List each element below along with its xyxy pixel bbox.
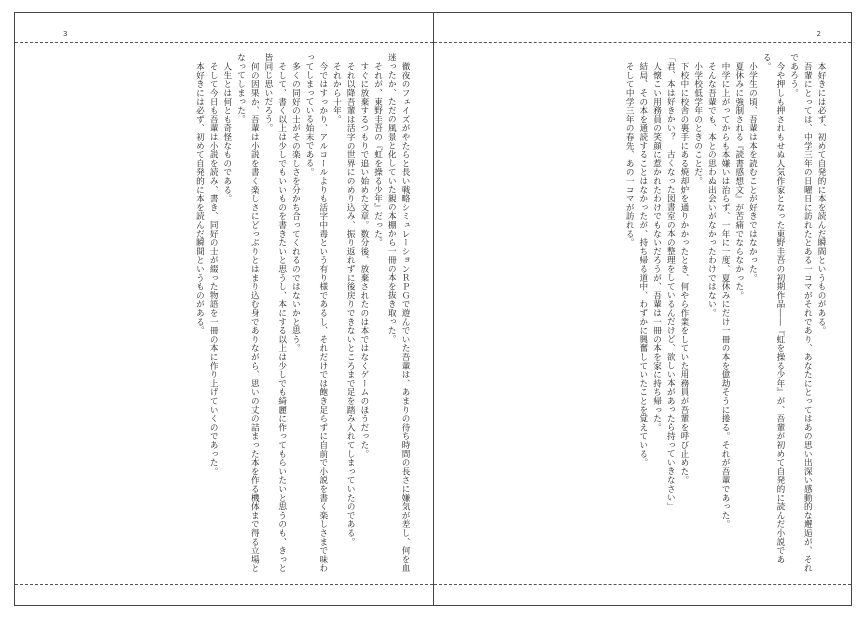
paragraph: 中学に上がってからも本嫌いは治らず、一年に一度、夏休みにだけ一冊の本を億劫そうに捲る。それが吾輩であった。	[720, 61, 731, 528]
top-margin-guide	[15, 42, 433, 43]
paragraph: 今ではすっかり、アルコールよりも活字中毒という有り様であるし、それだけでは飽き足らずに自前で小説を書く楽しさまで味わってしまっている始末である。	[304, 53, 328, 572]
paragraph: 人懐こい用務員の笑顔に惹かれたわけでもないだろうが、吾輩は一冊の本を家に持ち帰った。	[651, 61, 662, 432]
left-page-body	[41, 53, 411, 573]
page-number-right: 2	[816, 30, 821, 38]
paragraph: そして今日も吾輩は小説を読み、書き、同好の士が綴った物語を一冊の本に作り上げていくのであった。	[208, 61, 219, 476]
paragraph: そして中学三年の春先、あの一コマが訪れる。	[624, 61, 635, 247]
paragraph: それ以降吾輩は活字の世界にのめり込み、振り返れずに後戻りできないところまで足を踏み入れてしまっていたのである。	[345, 61, 356, 546]
paragraph: 本好きには必ず、初めて自発的に本を読んだ瞬間というものがある。	[816, 61, 826, 335]
bottom-margin-guide	[15, 584, 433, 585]
right-page-body	[472, 53, 827, 573]
paragraph: 下校中に校舎の裏手にある焼却炉を通りかかったとき、何やら作業をしていた用務員が吾輩を呼び止めた。	[678, 61, 689, 484]
paragraph: 何の因果か、吾輩は小説を書く楽しさにどっぷりとはまり込む身でありながら、思いの丈の詰まった本を作る機体まで得る立場となってしまった。	[235, 53, 260, 572]
book-spread	[14, 12, 852, 606]
paragraph: 徹夜のフェイズがやたらと長い戦略シミュレーションＲＰＧで遊んでいた吾輩は、あまりの待ち時間の長さに嫌気が差し、何を血迷ったか、ただの風景と化していた親の本棚から一冊の本を抜き取った。	[386, 53, 410, 572]
paragraph: それから十年。	[331, 61, 342, 124]
page-number-left: 3	[63, 30, 68, 38]
paragraph: 夏休みに強制される『読書感想文』が苦痛でならなかった。	[733, 61, 744, 300]
paragraph: すぐに放棄するつもりで追い始めた文章。数分後、放棄されたのは本ではなくゲームのほうだった。	[358, 61, 369, 458]
bottom-margin-guide	[434, 584, 851, 585]
paragraph: そんな吾輩でも、本との思わぬ出会いがなかったわけではない。	[706, 61, 717, 317]
paragraph: 今や押しも押されもせぬ人気作家となった東野圭吾の初期作品――『虹を操る少年』が、吾輩が初めて自発的に読んだ小説である。	[761, 53, 785, 564]
paragraph: 「君、本は好きかい？ 古くなった図書室の本の整理をしているんだけど、欲しい本があったら持っていきなさい」	[665, 53, 676, 511]
top-margin-guide	[434, 42, 851, 43]
paragraph: 多くの同好の士がその楽しさを分かち合ってくれるのではないかと思う。	[290, 61, 301, 352]
paragraph: 結局、その本を通読することはなかったが、持ち帰る道中、わずかに興奮していたことを覚えている。	[637, 61, 648, 467]
paragraph: 本好きには必ず、初めて自発的に本を読んだ瞬間というものがある。	[194, 61, 205, 335]
paragraph: 小学生の頃、吾輩は本を読むことが好きではなかった。	[747, 61, 758, 282]
paragraph: 小学校低学年のときのことだ。	[692, 61, 703, 185]
left-page	[15, 13, 434, 605]
paragraph: それが、東野圭吾の『虹を操る少年』だった。	[372, 61, 383, 247]
paragraph: 吾輩にとっては、中学三年の日曜日に訪れたとある一コマがそれであり、あなたにとってはあの思い出深い感動的な邂逅が、それであろう。	[788, 53, 813, 572]
right-page	[434, 13, 851, 605]
paragraph: 人生とは何とも奇怪なものである。	[221, 61, 232, 203]
paragraph: そして、書く以上は少しでもいいものを書きたいと思うし、本にする以上は少しでも綺麗に作ってもらいたいと思うのも、きっと皆同じ思いだろう。	[262, 53, 287, 572]
